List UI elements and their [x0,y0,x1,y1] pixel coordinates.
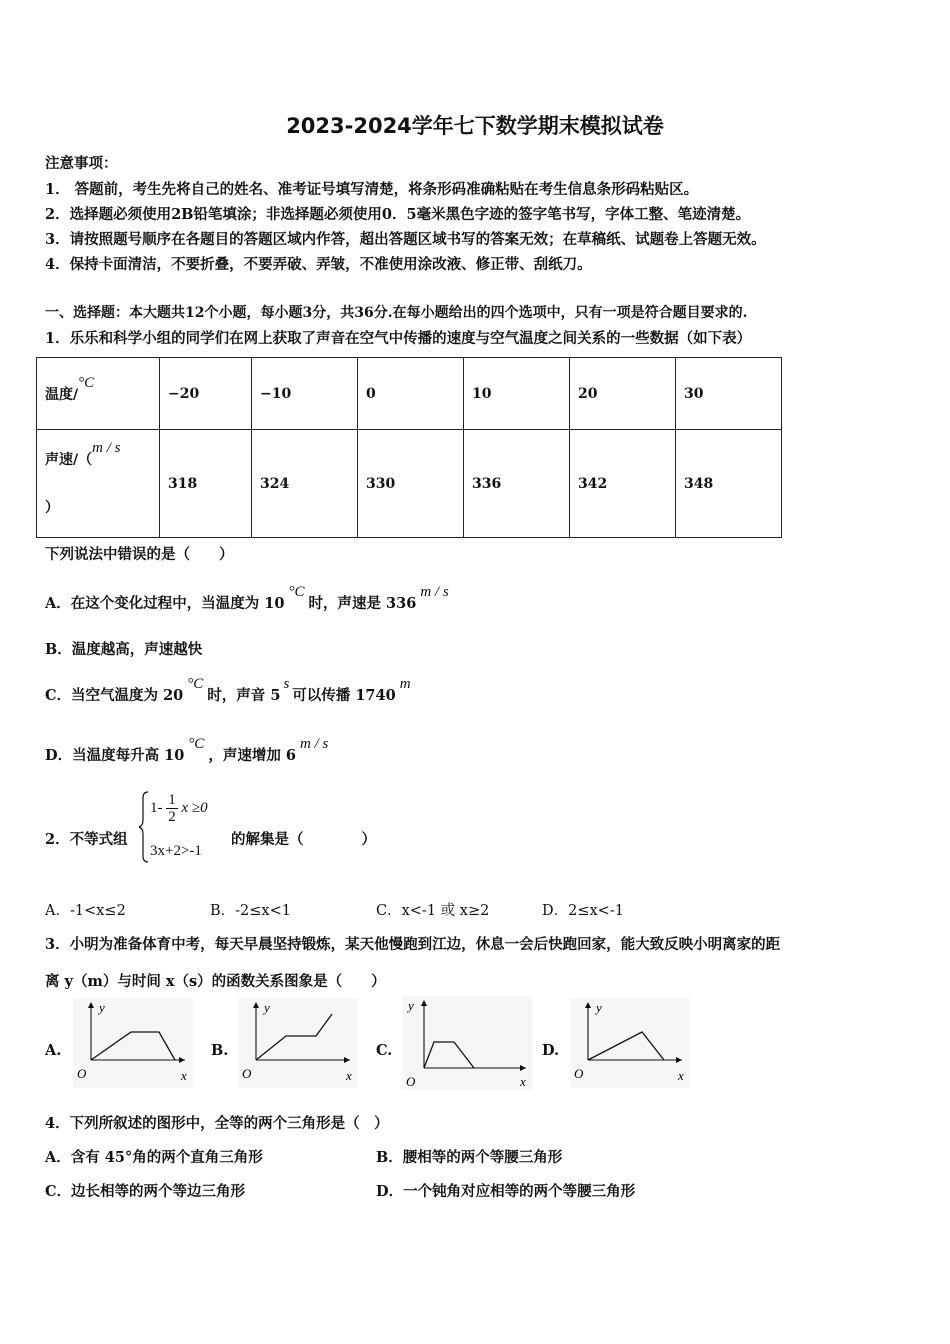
speed-cell: 330 [358,430,464,538]
graph-b-origin: O [242,1066,252,1081]
speed-header [37,430,160,538]
speed-close: ） [45,499,59,516]
temp-cell: −20 [160,358,252,430]
q1-c-unit2: s [283,676,290,692]
q1-c-unit1: °C [187,676,204,692]
graph-a [73,998,193,1088]
q1-option-b: B．温度越高，声速越快 [45,641,203,658]
temp-cell: 0 [358,358,464,430]
graph-c-origin: O [406,1074,416,1089]
q4-option-a: A．含有 45°角的两个直角三角形 [45,1149,263,1166]
graph-d-x-label: x [678,1068,684,1083]
graph-a-y-label: y [99,1000,105,1015]
q1-ask: 下列说法中错误的是（ ） [45,546,234,563]
notice-heading: 注意事项： [45,155,118,172]
q2-option-b: B．-2≤x<1 [210,903,291,919]
temp-header [37,358,160,430]
graph-a-x-label: x [181,1068,187,1083]
q1-c-pre: C．当空气温度为 20 [45,687,184,704]
temp-cell: −10 [252,358,358,430]
q1-c-mid2: 可以传播 1740 [292,687,396,704]
temp-cell: 20 [570,358,676,430]
graph-c-y-label: y [408,998,414,1013]
speed-table [36,357,782,538]
q2-frac-num: 1 [168,792,176,808]
notice-item-2: 2．选择题必须使用2B铅笔填涂；非选择题必须使用0．5毫米黑色字迹的签字笔书写，字体工整、笔迹清楚。 [45,206,751,223]
q1-stem: 1．乐乐和科学小组的同学们在网上获取了声音在空气中传播的速度与空气温度之间关系的一些数据（如下表） [45,330,752,347]
q2-frac-den: 2 [168,809,176,825]
q4-option-d: D．一个钝角对应相等的两个等腰三角形 [376,1183,636,1200]
speed-cell: 324 [252,430,358,538]
graph-d-y-label: y [596,1000,602,1015]
speed-cell: 336 [464,430,570,538]
graph-a-origin: O [77,1066,87,1081]
temp-cell: 30 [676,358,782,430]
q1-a-unit2: m / s [420,584,449,600]
q1-d-mid: ，声速增加 6 [208,747,296,764]
section-heading: 一、选择题：本大题共12个小题，每小题3分，共36分.在每小题给出的四个选项中，只有一项是符合题目要求的. [45,305,748,321]
speed-cell: 348 [676,430,782,538]
q1-option-c [45,676,411,705]
speed-unit: m / s [92,439,121,456]
q4-option-b: B．腰相等的两个等腰三角形 [376,1149,563,1166]
q1-c-unit3: m [399,676,411,692]
temp-cell: 10 [464,358,570,430]
notice-item-1: 1． 答题前，考生先将自己的姓名、准考证号填写清楚，将条形码准确粘贴在考生信息条形码粘贴区。 [45,181,699,198]
graph-d-origin: O [574,1066,584,1081]
q1-d-pre: D．当温度每升高 10 [45,747,185,764]
q2-option-a: A．-1<x≤2 [45,903,126,919]
q3-label-c: C. [376,1042,393,1059]
q1-a-pre: A．在这个变化过程中，当温度为 10 [45,595,285,612]
temp-unit: °C [78,374,95,391]
q2-fraction [166,792,178,825]
graph-b-y-label: y [264,1000,270,1015]
q3-label-b: B. [211,1042,229,1059]
temp-label: 温度/ [45,386,79,403]
q1-option-a [45,584,449,613]
speed-label: 声速/（ [45,451,93,468]
graph-b [238,998,358,1088]
graph-c-x-label: x [520,1074,526,1089]
q1-d-unit2: m / s [299,736,329,752]
speed-cell: 318 [160,430,252,538]
q4-option-c: C．边长相等的两个等边三角形 [45,1183,246,1200]
q2-option-c: C．x<-1 或 x≥2 [376,903,490,919]
q2-line1-b: x ≥0 [181,799,208,816]
q1-option-d [45,736,329,765]
q2-line1-a: 1- [150,799,163,816]
q1-d-unit1: °C [188,736,205,752]
brace-icon [138,790,150,864]
q1-a-mid: 时，声速是 336 [308,595,417,612]
q3-stem-1: 3．小明为准备体育中考，每天早晨坚持锻炼，某天他慢跑到江边，休息一会后快跑回家，能大致反映小明离家的距 [45,936,781,953]
q1-a-unit1: °C [288,584,305,600]
notice-item-3: 3．请按照题号顺序在各题目的答题区域内作答，超出答题区域书写的答案无效；在草稿纸、试题卷上答题无效。 [45,231,766,248]
graph-b-x-label: x [346,1068,352,1083]
graph-c [402,996,532,1090]
q3-label-d: D. [542,1042,560,1059]
q2-line1 [150,792,208,825]
graph-d [570,998,690,1088]
q2-pre: 2．不等式组 [45,831,128,848]
q1-c-mid: 时，声音 5 [207,687,281,704]
q2-option-d: D．2≤x<-1 [542,903,624,919]
notice-item-4: 4．保持卡面清洁，不要折叠，不要弄破、弄皱，不准使用涂改液、修正带、刮纸刀。 [45,256,592,273]
graph-c-bg [402,996,532,1090]
q2-line2: 3x+2>-1 [150,843,202,859]
q4-stem: 4．下列所叙述的图形中，全等的两个三角形是（ ） [45,1115,389,1132]
speed-cell: 342 [570,430,676,538]
q3-stem-2: 离 y（m）与时间 x（s）的函数关系图象是（ ） [45,973,386,990]
q2-post: 的解集是（ ） [231,831,376,848]
page-title: 2023-2024学年七下数学期末模拟试卷 [286,114,664,138]
q3-label-a: A. [45,1042,62,1059]
